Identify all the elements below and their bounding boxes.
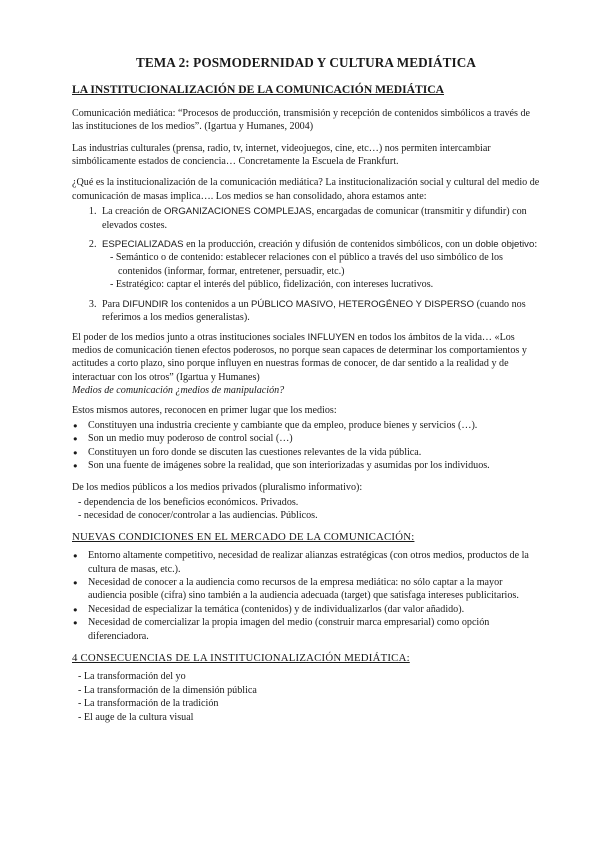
section-heading-institucionalizacion: LA INSTITUCIONALIZACIÓN DE LA COMUNICACIÓN MEDIÁTICA <box>72 83 445 97</box>
list-item: - Semántico o de contenido: establecer relaciones con el público a través del uso simbólico de los contenidos (informar, formar, entretener, persuadir, etc.) <box>110 251 540 278</box>
public-private-list <box>72 496 540 523</box>
list-item: - necesidad de conocer/controlar a las audiencias. Públicos. <box>78 509 540 522</box>
list-item: ● Necesidad de conocer a la audiencia como recursos de la empresa mediática: no sólo captar a la mayor audiencia posible (cifra) sino también a la audiencia adecuada (target) que satisfaga intereses publicitarios. <box>88 576 540 603</box>
paragraph-autores: Estos mismos autores, reconocen en primer lugar que los medios: <box>72 404 337 416</box>
section-heading-consecuencias: 4 CONSECUENCIAS DE LA INSTITUCIONALIZACIÓN MEDIÁTICA: <box>72 652 410 665</box>
list-item: ● Constituyen un foro donde se discuten las cuestiones relevantes de la vida pública. <box>88 446 540 459</box>
list-item: - Estratégico: captar el interés del público, fidelización, con intereses lucrativos. <box>110 278 540 291</box>
list-item: - El auge de la cultura visual <box>78 711 540 724</box>
paragraph-publicos-privados: De los medios públicos a los medios privados (pluralismo informativo): <box>72 481 363 493</box>
list-item: - La transformación de la tradición <box>78 697 540 710</box>
list-item: ● Necesidad de comercializar la propia imagen del medio (construir marca empresarial) como opción diferenciadora. <box>88 616 540 643</box>
list-item: ● Constituyen una industria creciente y cambiante que da empleo, produce bienes y servicios (…). <box>88 419 540 432</box>
conditions-bullet-list <box>72 549 540 643</box>
section-heading-nuevas-condiciones: NUEVAS CONDICIONES EN EL MERCADO DE LA COMUNICACIÓN: <box>72 530 415 543</box>
list-item: ● Son una fuente de imágenes sobre la realidad, que son interiorizadas y asumidas por los individuos. <box>88 459 540 472</box>
consequences-list <box>72 670 540 724</box>
document-title: TEMA 2: POSMODERNIDAD Y CULTURA MEDIÁTICA <box>135 55 477 70</box>
list-item: - La transformación de la dimensión pública <box>78 684 540 697</box>
list-item: - dependencia de los beneficios económicos. Privados. <box>78 496 540 509</box>
list-item: ● Necesidad de especializar la temática (contenidos) y de individualizarlos (dar valor añadido). <box>88 603 540 616</box>
list-item: 3. Para DIFUNDIR los contenidos a un PÚBLICO MASIVO, HETEROGÉNEO Y DISPERSO (cuando nos referimos a los medios generalistas). <box>99 298 540 325</box>
paragraph-definicion: Comunicación mediática: “Procesos de producción, transmisión y recepción de contenidos simbólicos a través de las instituciones de los medios”. (Igartua y Humanes, 2004) <box>72 107 531 133</box>
paragraph-industrias: Las industrias culturales (prensa, radio, tv, internet, videojuegos, cine, etc…) nos permiten intercambiar simbólicamente estados de conciencia… Concretamente la Escuela de Frankfurt. <box>72 142 491 168</box>
media-bullet-list <box>72 419 540 473</box>
list-item: ● Son un medio muy poderoso de control social (…) <box>88 432 540 445</box>
paragraph-pregunta: ¿Qué es la institucionalización de la comunicación mediática? La institucionalización social y cultural del medio de comunicación de masas implica…. Los medios se han consolidado, ahora estamos ante: <box>72 177 540 202</box>
paragraph-poder: El poder de los medios junto a otras instituciones sociales INFLUYEN en todos los ámbitos de la vida… «Los medios de comunicación tienen efectos poderosos, no porque sean capaces de determinar los comportamientos y actitudes a corto plazo, sino porque influyen en nuestras formas de conocer, de dar sentido a la realidad y de interactuar con los otros” (Igartua y Humanes) Medios de comunicación ¿medios de manipulación? <box>72 331 527 397</box>
list-item: 2. ESPECIALIZADAS en la producción, creación y difusión de contenidos simbólicos, con un doble objetivo: - Semántico o de contenido: establecer relaciones con el público a través del uso simbólico de los contenidos (informar, formar, entretener, persuadir, etc.) - Estratégico: captar el interés del público, fidelización, con intereses lucrativos. <box>99 238 540 292</box>
list-item: - La transformación del yo <box>78 670 540 683</box>
italic-question: Medios de comunicación ¿medios de manipulación? <box>72 385 285 397</box>
list-item: ● Entorno altamente competitivo, necesidad de realizar alianzas estratégicas (con otros medios, productos de la cultura de masas, etc.). <box>88 549 540 576</box>
objectives-list <box>102 251 540 291</box>
numbered-list <box>72 205 540 324</box>
list-item: 1. La creación de ORGANIZACIONES COMPLEJAS, encargadas de comunicar (transmitir y difundir) con elevados costes. <box>99 205 540 232</box>
